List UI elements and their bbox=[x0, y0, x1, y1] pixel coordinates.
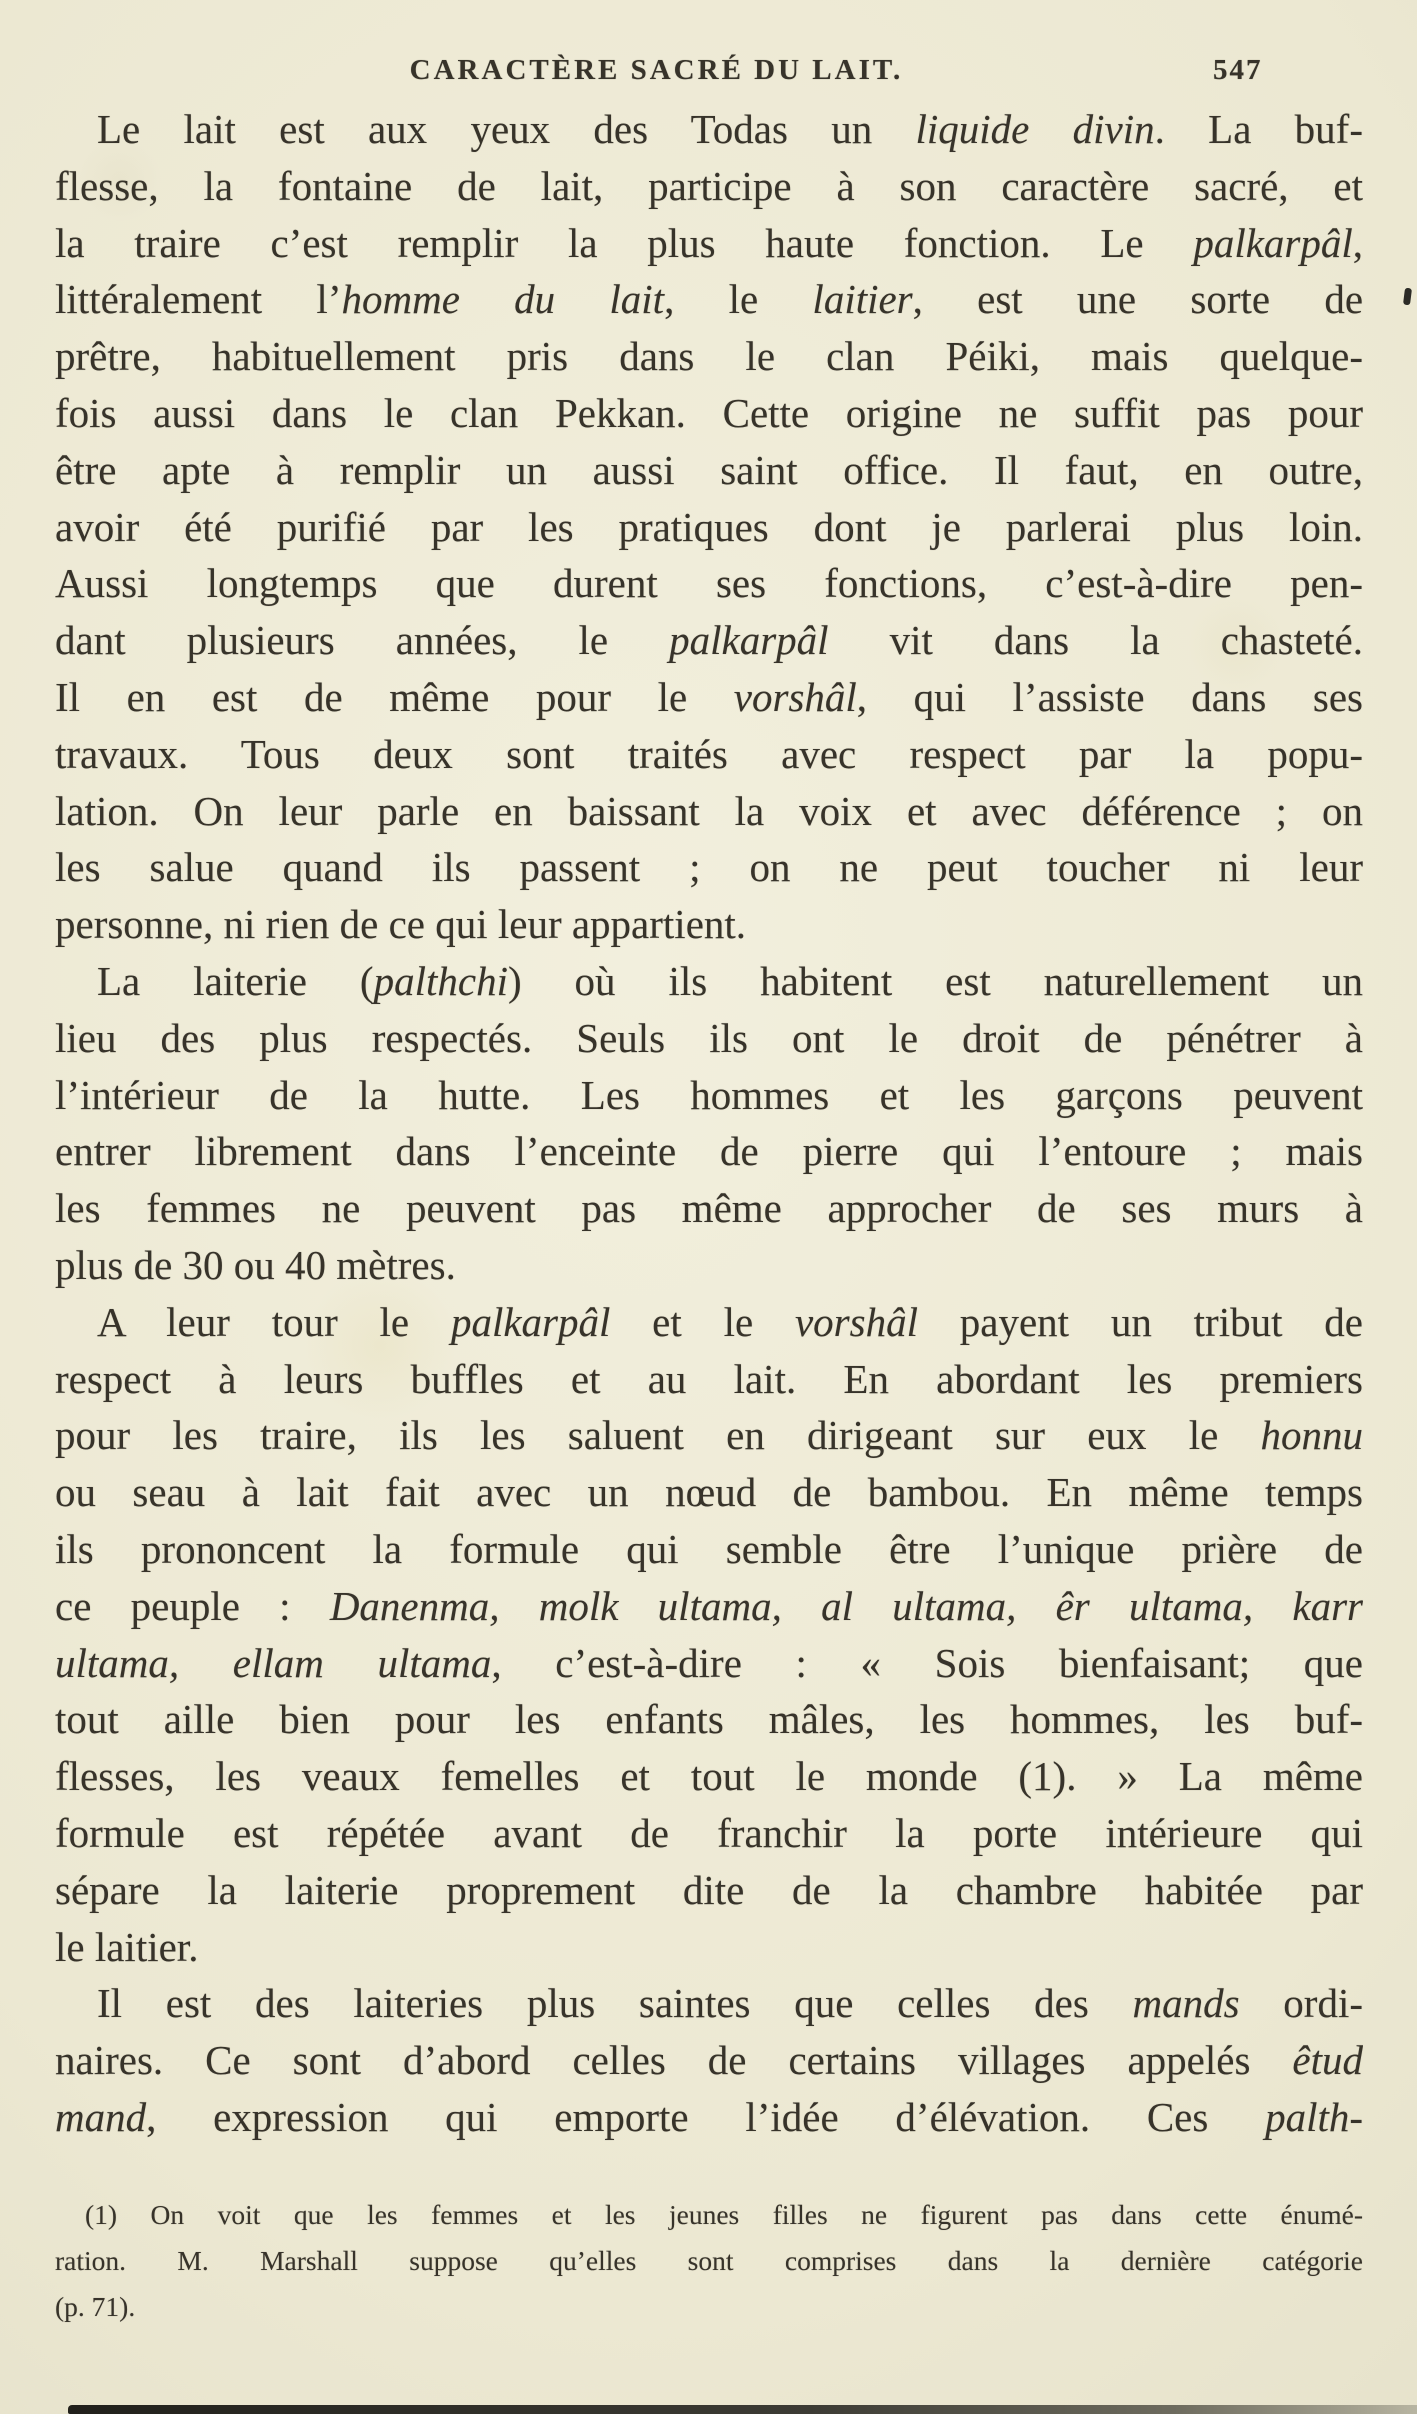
roman-text: (p. 71). bbox=[55, 2291, 136, 2322]
roman-text: Il est des laiteries plus saintes que celles des bbox=[97, 1980, 1133, 2027]
text-line bbox=[55, 101, 1363, 158]
roman-text: le laitier. bbox=[55, 1923, 199, 1970]
text-line bbox=[55, 896, 1363, 953]
roman-text: être apte à remplir un aussi saint office. Il faut, en outre, bbox=[55, 446, 1363, 493]
roman-text: flesse, la fontaine de lait, participe à son caractère sacré, et bbox=[55, 162, 1363, 209]
roman-text: , le bbox=[664, 276, 813, 323]
italic-text: palkarpâl bbox=[669, 617, 829, 664]
roman-text: plus de 30 ou 40 mètres. bbox=[55, 1241, 456, 1288]
text-line bbox=[55, 1407, 1363, 1464]
roman-text: ce peuple : bbox=[55, 1582, 330, 1629]
text-line bbox=[55, 1578, 1363, 1635]
italic-text: homme du lait bbox=[341, 276, 665, 323]
roman-text: . La buf- bbox=[1154, 106, 1363, 152]
roman-text: ils prononcent la formule qui semble être l’unique prière de bbox=[55, 1525, 1363, 1572]
roman-text: naires. Ce sont d’abord celles de certains villages appelés bbox=[55, 2037, 1293, 2084]
text-line bbox=[55, 726, 1363, 783]
text-line bbox=[55, 1975, 1363, 2032]
roman-text: Il en est de même pour le bbox=[55, 673, 734, 720]
roman-text: tout aille bien pour les enfants mâles, les hommes, les buf- bbox=[55, 1696, 1363, 1743]
roman-text: entrer librement dans l’enceinte de pierre qui l’entoure ; mais bbox=[55, 1128, 1363, 1175]
italic-text: ultama, ellam ultama bbox=[55, 1639, 492, 1686]
text-line bbox=[55, 783, 1363, 840]
text-line bbox=[55, 1862, 1363, 1919]
roman-text: respect à leurs buffles et au lait. En abordant les premiers bbox=[55, 1355, 1363, 1402]
text-line bbox=[55, 2192, 1363, 2238]
roman-text: travaux. Tous deux sont traités avec respect par la popu- bbox=[55, 730, 1363, 777]
roman-text: , expression qui emporte l’idée d’élévation. Ces bbox=[146, 2093, 1266, 2140]
text-line bbox=[55, 158, 1363, 215]
paragraph bbox=[55, 1294, 1363, 1976]
roman-text: l’intérieur de la hutte. Les hommes et les garçons peuvent bbox=[55, 1071, 1363, 1118]
text-line bbox=[55, 1067, 1363, 1124]
roman-text: lation. On leur parle en baissant la voix et avec déférence ; on bbox=[55, 787, 1363, 834]
roman-text: ordi- bbox=[1239, 1980, 1363, 2027]
text-line bbox=[55, 1691, 1363, 1748]
text-line bbox=[55, 442, 1363, 499]
text-line bbox=[55, 1294, 1363, 1351]
roman-text: la traire c’est remplir la plus haute fonction. Le bbox=[55, 219, 1194, 266]
roman-text: et le bbox=[610, 1298, 795, 1345]
italic-text: palkarpâl bbox=[1193, 219, 1353, 266]
italic-text: palth- bbox=[1265, 2093, 1363, 2140]
italic-text: vorshâl bbox=[794, 1298, 918, 1345]
scan-edge-bar bbox=[68, 2405, 1417, 2414]
roman-text: Aussi longtemps que durent ses fonctions, c’est-à-dire pen- bbox=[55, 560, 1363, 607]
roman-text: ou seau à lait fait avec un nœud de bambou. En même temps bbox=[55, 1469, 1363, 1516]
roman-text: , qui l’assiste dans ses bbox=[856, 673, 1363, 720]
italic-text: mand bbox=[55, 2093, 147, 2140]
body-text bbox=[55, 101, 1363, 2146]
italic-text: êtud bbox=[1292, 2037, 1363, 2084]
roman-text: La laiterie ( bbox=[97, 957, 374, 1004]
text-line bbox=[55, 1748, 1363, 1805]
text-line bbox=[55, 215, 1363, 272]
italic-text: mands bbox=[1132, 1980, 1240, 2027]
text-line bbox=[55, 555, 1363, 612]
text-line bbox=[55, 953, 1363, 1010]
text-line bbox=[55, 1123, 1363, 1180]
italic-text: laitier bbox=[812, 276, 913, 323]
roman-text: dant plusieurs années, le bbox=[55, 617, 670, 664]
roman-text: ) où ils habitent est naturellement un bbox=[507, 957, 1363, 1004]
text-line bbox=[55, 385, 1363, 442]
roman-text: payent un tribut de bbox=[917, 1298, 1363, 1345]
roman-text: Le lait est aux yeux des Todas un bbox=[97, 106, 916, 152]
footnote bbox=[55, 2192, 1363, 2330]
roman-text: , bbox=[1352, 219, 1363, 266]
text-line bbox=[55, 328, 1363, 385]
text-line bbox=[55, 2238, 1363, 2284]
ink-mark bbox=[1403, 288, 1412, 306]
roman-text: prêtre, habituellement pris dans le clan Péiki, mais quelque- bbox=[55, 333, 1363, 380]
roman-text: pour les traire, ils les saluent en dirigeant sur eux le bbox=[55, 1412, 1261, 1459]
text-line bbox=[55, 1919, 1363, 1976]
text-line bbox=[55, 499, 1363, 556]
text-line bbox=[55, 1521, 1363, 1578]
text-line bbox=[55, 1464, 1363, 1521]
roman-text: , c’est-à-dire : « Sois bienfaisant; que bbox=[491, 1639, 1363, 1686]
italic-text: Danenma, molk ultama, al ultama, êr ultama, karr bbox=[329, 1582, 1363, 1629]
roman-text: A leur tour le bbox=[97, 1298, 451, 1345]
italic-text: honnu bbox=[1260, 1412, 1363, 1459]
roman-text: personne, ni rien de ce qui leur appartient. bbox=[55, 901, 747, 948]
paragraph bbox=[55, 101, 1363, 953]
roman-text: les femmes ne peuvent pas même approcher de ses murs à bbox=[55, 1185, 1363, 1232]
text-line bbox=[55, 2032, 1363, 2089]
roman-text: flesses, les veaux femelles et tout le monde (1). » La même bbox=[55, 1753, 1363, 1800]
text-line bbox=[55, 271, 1363, 328]
text-line bbox=[55, 1805, 1363, 1862]
roman-text: lieu des plus respectés. Seuls ils ont le droit de pénétrer à bbox=[55, 1014, 1363, 1061]
roman-text: avoir été purifié par les pratiques dont je parlerai plus loin. bbox=[55, 503, 1363, 550]
running-title: CARACTÈRE SACRÉ DU LAIT. bbox=[409, 54, 904, 86]
roman-text: (1) On voit que les femmes et les jeunes filles ne figurent pas dans cette énumé- bbox=[85, 2199, 1363, 2230]
text-line bbox=[55, 1010, 1363, 1067]
paragraph bbox=[55, 1975, 1363, 2145]
roman-text: vit dans la chasteté. bbox=[828, 617, 1363, 664]
roman-text: sépare la laiterie proprement dite de la chambre habitée par bbox=[55, 1866, 1363, 1913]
italic-text: vorshâl bbox=[733, 673, 857, 720]
paragraph bbox=[55, 953, 1363, 1294]
text-line bbox=[55, 2284, 1363, 2330]
roman-text: littéralement l’ bbox=[55, 276, 342, 323]
italic-text: palkarpâl bbox=[450, 1298, 611, 1345]
text-line bbox=[55, 1351, 1363, 1408]
text-line bbox=[55, 839, 1363, 896]
roman-text: formule est répétée avant de franchir la porte intérieure qui bbox=[55, 1809, 1363, 1856]
roman-text: , est une sorte de bbox=[912, 276, 1363, 323]
roman-text: fois aussi dans le clan Pekkan. Cette origine ne suffit pas pour bbox=[55, 389, 1363, 436]
text-line bbox=[55, 1180, 1363, 1237]
roman-text: les salue quand ils passent ; on ne peut toucher ni leur bbox=[55, 844, 1363, 891]
italic-text: liquide divin bbox=[915, 106, 1155, 152]
text-line bbox=[55, 1237, 1363, 1294]
italic-text: palthchi bbox=[373, 957, 508, 1004]
text-line bbox=[55, 1635, 1363, 1692]
text-line bbox=[55, 612, 1363, 669]
text-line bbox=[55, 669, 1363, 726]
text-line bbox=[55, 2089, 1363, 2146]
roman-text: ration. M. Marshall suppose qu’elles sont comprises dans la dernière catégorie bbox=[55, 2245, 1363, 2276]
page-number: 547 bbox=[1213, 54, 1263, 86]
